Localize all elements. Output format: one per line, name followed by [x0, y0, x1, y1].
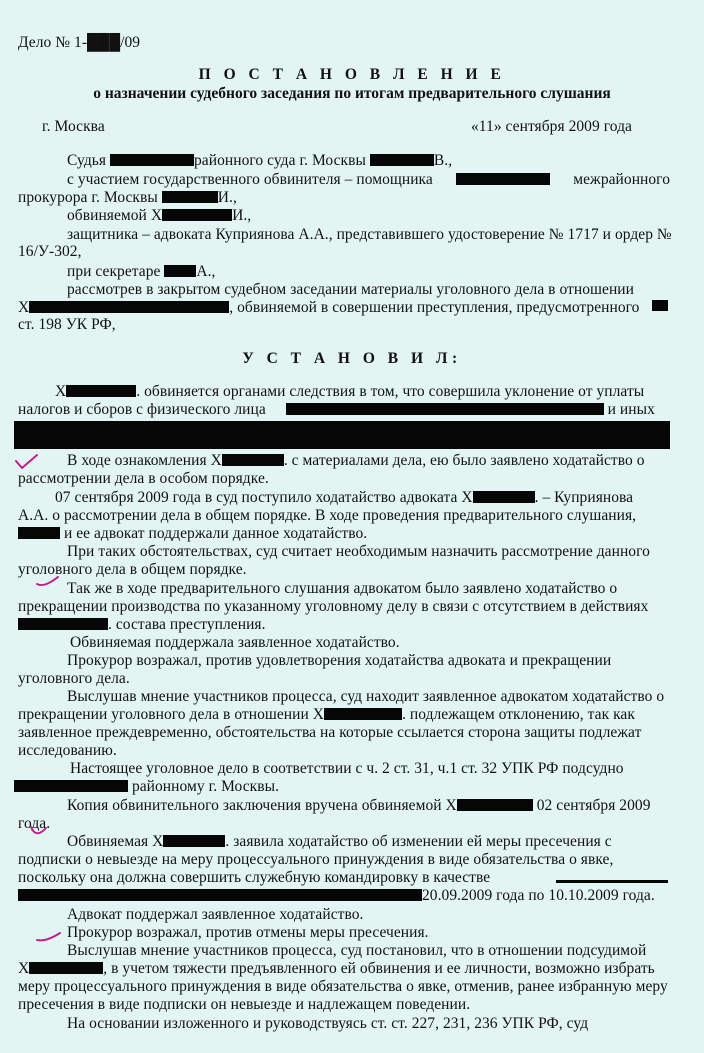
text: Х: [18, 299, 30, 316]
margin-tick-icon: [28, 824, 50, 840]
text: . обвиняется органами следствия в том, что совершила уклонение от уплаты: [136, 383, 645, 400]
p9-line-1: Настоящее уголовное дело в соответствии с ч. 2 ст. 31, ч.1 ст. 32 УПК РФ подсудно: [70, 760, 624, 777]
redaction: [222, 454, 284, 466]
margin-tick-icon: [34, 574, 62, 590]
text: и ее адвокат поддержали данное ходатайство.: [63, 525, 368, 542]
p8-line-1: Выслушав мнение участников процесса, суд находит заявленное адвокатом ходатайство о: [67, 688, 665, 705]
section-heading: У С Т А Н О В И Л:: [242, 350, 462, 367]
p7-line-2: уголовного дела.: [18, 670, 130, 687]
text: Х: [18, 960, 30, 977]
intro-secretary-line: [67, 263, 215, 281]
text: . – Куприянова: [534, 489, 634, 506]
text: . заявила ходатайство об изменении ей меры пресечения с: [225, 833, 612, 850]
p8-line-2: [18, 706, 635, 724]
intro-lawyer-line: защитника – адвоката Куприянова А.А., представившего удостоверение № 1717 и ордер №: [67, 226, 672, 243]
redaction: [370, 154, 434, 166]
text: А.,: [196, 263, 216, 280]
text: районному г. Москвы.: [131, 778, 279, 795]
city: г. Москва: [42, 118, 105, 135]
text: 02 сентября 2009: [536, 797, 651, 814]
text: обвиняемой Х: [67, 207, 163, 224]
margin-tick-icon: [34, 930, 64, 944]
document-title: П О С Т А Н О В Л Е Н И Е: [198, 66, 506, 83]
p1-line-2: [18, 401, 655, 419]
p3-line-1: [55, 489, 633, 507]
p4-line-2: уголовного дела в общем порядке.: [18, 561, 247, 578]
redaction: [66, 385, 136, 397]
p2-line-2: рассмотрении дела в особом порядке.: [18, 470, 269, 487]
text: , в учетом тяжести предъявленного ей обвинения и ее личности, возможно избрать: [103, 960, 655, 977]
text: Обвиняемая Х: [67, 833, 164, 850]
redaction: [110, 154, 194, 166]
p3-line-3: [18, 525, 367, 543]
text: прокурора г. Москвы: [18, 189, 158, 206]
redaction: [14, 780, 128, 792]
redaction: [652, 300, 668, 311]
text: районного суда г. Москвы: [194, 152, 366, 169]
p9-line-2: [14, 778, 279, 796]
intro-considering-line: рассмотрев в закрытом судебном заседании материалы уголовного дела в отношении: [67, 281, 634, 298]
redaction: [324, 708, 402, 720]
text: Копия обвинительного заключения вручена обвиняемой Х: [67, 797, 457, 814]
text: В ходе ознакомления Х: [67, 452, 222, 469]
text: Судья: [67, 152, 107, 169]
redaction: [18, 618, 108, 630]
intro-accused-line: [18, 299, 639, 317]
p15: На основании изложенного и руководствуясь ст. ст. 227, 231, 236 УПК РФ, суд: [67, 1015, 589, 1032]
case-number: Дело № 1-███/09: [18, 34, 141, 51]
date: «11» сентября 2009 года: [471, 118, 632, 135]
p10-line-1: [67, 797, 651, 815]
text: . подлежащем отклонению, так как: [402, 706, 635, 723]
p1-line-1: [55, 383, 644, 401]
text: В.,: [433, 152, 453, 169]
intro-order-line: 16/У-302,: [18, 243, 82, 260]
p14-line-2: [18, 960, 655, 978]
text: и иных: [607, 401, 655, 418]
p14-line-3: меру процессуального принуждения в виде обязательства о явке, отменив, ранее избранную меру: [18, 978, 668, 995]
intro-prosecutor-name-line: [18, 189, 237, 207]
redaction: [456, 173, 550, 185]
p2-line-1: [67, 452, 645, 470]
redaction: [18, 889, 422, 901]
p5-line-1: Так же в ходе предварительного слушания адвокатом было заявлено ходатайство о: [67, 580, 618, 597]
text: межрайонного: [573, 171, 670, 188]
document-subtitle: о назначении судебного заседания по итогам предварительного слушания: [93, 85, 611, 102]
text: Х: [55, 383, 67, 400]
text: . состава преступления.: [108, 616, 266, 633]
intro-prosecutor-line: [67, 171, 670, 189]
p5-line-2: прекращении производства по указанному уголовному делу в связи с отсутствием в действиях: [18, 598, 649, 615]
p12: Адвокат поддержал заявленное ходатайство.: [67, 906, 364, 923]
redaction: [556, 880, 668, 883]
redaction: [29, 301, 229, 313]
redaction-block: [14, 421, 670, 449]
p7-line-1: Прокурор возражал, против удовлетворения ходатайства адвоката и прекращении: [67, 652, 612, 669]
p10-line-2: года.: [18, 815, 51, 832]
p14-line-4: пресечения в виде подписки он невыезде и надлежащем поведении.: [18, 996, 471, 1013]
redaction: [162, 191, 218, 203]
text: 20.09.2009 года по 10.10.2009 года.: [422, 887, 655, 904]
text: прекращении уголовного дела в отношении Х: [18, 706, 325, 723]
text: И.,: [217, 189, 237, 206]
check-mark-icon: [14, 452, 40, 472]
p13: Прокурор возражал, против отмены меры пресечения.: [67, 924, 429, 941]
p8-line-3: заявленное преждевременно, обстоятельства на которые ссылается сторона защиты подлежат: [18, 724, 642, 741]
redaction: [286, 403, 604, 415]
p6: Обвиняемая поддержала заявленное ходатайство.: [70, 634, 400, 651]
text: 07 сентября 2009 года в суд поступило ходатайство адвоката Х: [55, 489, 473, 506]
text: . с материалами дела, ею было заявлено ходатайство о: [283, 452, 645, 469]
intro-article-line: ст. 198 УК РФ,: [18, 316, 116, 333]
text: с участием государственного обвинителя – помощника: [67, 171, 433, 188]
redaction: [18, 527, 60, 539]
intro-judge-line: [67, 152, 452, 170]
p11-line-2: подписки о невыезде на меру процессуального принуждения в виде обязательства о явке,: [18, 851, 614, 868]
p3-line-2: А.А. о рассмотрении дела в общем порядке. В ходе проведения предварительного слушания,: [18, 507, 637, 524]
redaction: [29, 962, 103, 974]
p4-line-1: При таких обстоятельствах, суд считает необходимым назначить рассмотрение данного: [67, 543, 650, 560]
redaction: [473, 491, 535, 503]
text: при секретаре: [67, 263, 161, 280]
p11-line-1: [67, 833, 612, 851]
redaction: [164, 265, 196, 277]
text: , обвиняемой в совершении преступления, предусмотренного: [229, 299, 640, 316]
redaction: [457, 799, 533, 811]
p5-line-3: [18, 616, 266, 634]
text: И.,: [232, 207, 252, 224]
p11-line-3: поскольку она должна совершить служебную командировку в качестве: [18, 869, 491, 886]
text: налогов и сборов с физического лица: [18, 401, 266, 418]
redaction: [162, 209, 232, 221]
p8-line-4: исследованию.: [18, 742, 117, 759]
p11-line-4: [18, 887, 655, 905]
redaction: [163, 835, 225, 847]
p14-line-1: Выслушав мнение участников процесса, суд постановил, что в отношении подсудимой: [67, 942, 647, 959]
intro-defendant-line: [67, 207, 251, 225]
